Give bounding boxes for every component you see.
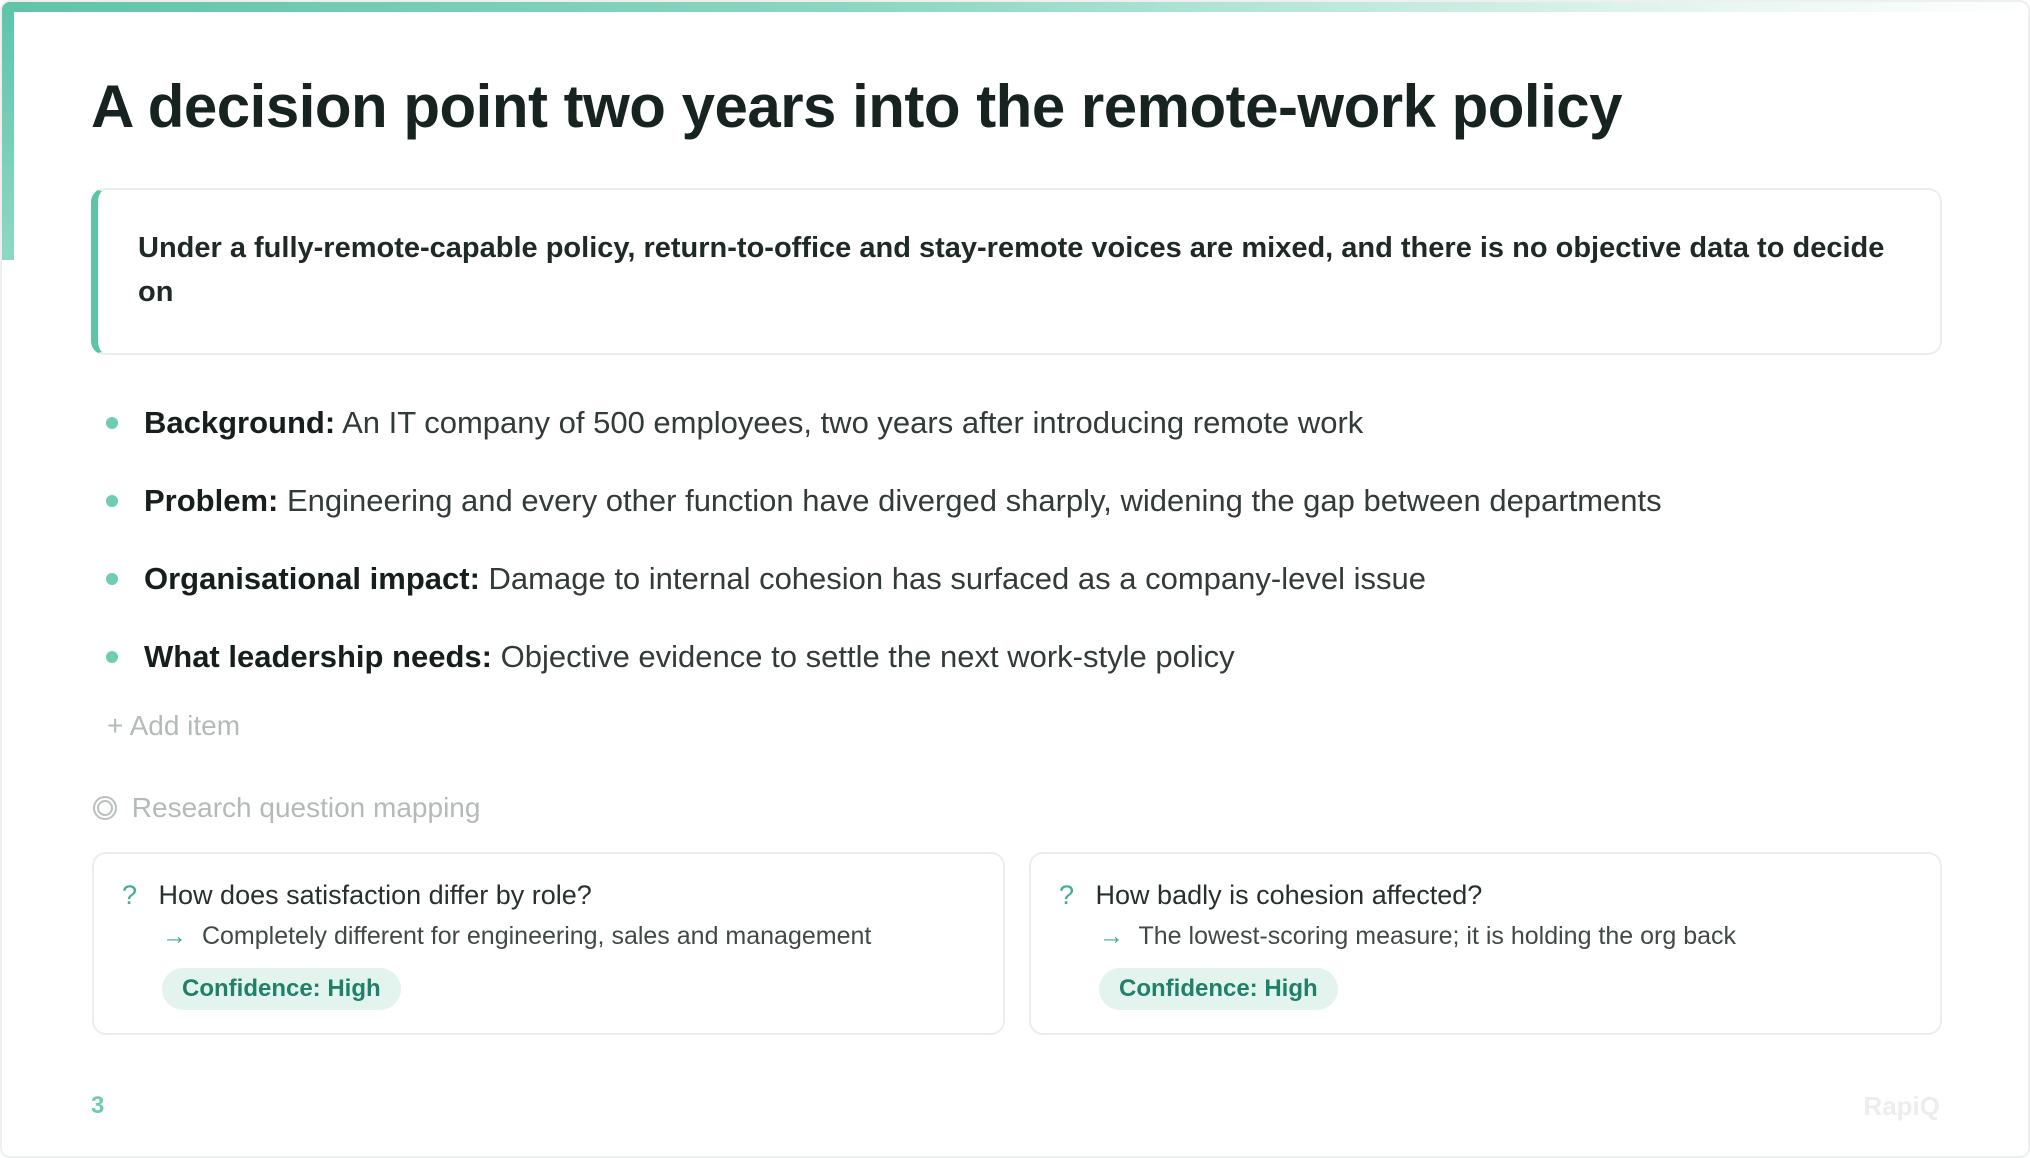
bullet-item-problem[interactable] bbox=[98, 478, 1898, 556]
bullet-text: Objective evidence to settle the next work-style policy bbox=[500, 639, 1235, 674]
confidence-badge: Confidence: High bbox=[1099, 968, 1338, 1010]
add-item-button[interactable]: + Add item bbox=[107, 710, 241, 741]
arrow-right-icon: → bbox=[1099, 922, 1124, 950]
question-mark-icon: ? bbox=[1059, 880, 1075, 910]
bullet-text: Damage to internal cohesion has surfaced as a company-level issue bbox=[488, 561, 1426, 596]
question-text: How does satisfaction differ by role? bbox=[158, 880, 592, 910]
research-card-cohesion[interactable] bbox=[1029, 852, 1942, 1035]
research-answer bbox=[1099, 922, 1736, 951]
research-mapping-title: Research question mapping bbox=[131, 792, 481, 823]
target-icon bbox=[92, 795, 118, 821]
confidence-badge: Confidence: High bbox=[162, 968, 401, 1010]
question-mark-icon: ? bbox=[122, 880, 138, 910]
page-number: 3 bbox=[91, 1092, 105, 1119]
answer-text: The lowest-scoring measure; it is holding the org back bbox=[1138, 922, 1737, 950]
key-message-callout[interactable]: Under a fully-remote-capable policy, return-to-office and stay-remote voices are mixed, and there is no objective data to decide on bbox=[91, 188, 1942, 355]
bullet-text: An IT company of 500 employees, two years after introducing remote work bbox=[342, 405, 1364, 440]
research-mapping-header bbox=[92, 792, 480, 824]
research-answer bbox=[162, 922, 871, 951]
bullet-label: Problem: bbox=[144, 483, 279, 518]
dot-icon bbox=[106, 417, 118, 429]
question-text: How badly is cohesion affected? bbox=[1095, 880, 1483, 910]
dot-icon bbox=[106, 495, 118, 507]
bullet-label: Background: bbox=[144, 405, 336, 440]
answer-text: Completely different for engineering, sales and management bbox=[201, 922, 872, 950]
bullet-item-background[interactable] bbox=[98, 400, 1898, 478]
arrow-right-icon: → bbox=[162, 922, 187, 950]
research-question bbox=[1059, 880, 1482, 911]
bullet-item-organisational-impact[interactable] bbox=[98, 556, 1898, 634]
bullet-text: Engineering and every other function have diverged sharply, widening the gap between departments bbox=[286, 483, 1662, 518]
bullet-list bbox=[98, 400, 1898, 712]
dot-icon bbox=[106, 573, 118, 585]
research-question bbox=[122, 880, 592, 911]
bullet-label: What leadership needs: bbox=[144, 639, 492, 674]
research-card-satisfaction[interactable] bbox=[92, 852, 1005, 1035]
dot-icon bbox=[106, 651, 118, 663]
brand-logo: RapiQ bbox=[1863, 1091, 1940, 1121]
bullet-label: Organisational impact: bbox=[144, 561, 480, 596]
slide-title[interactable]: A decision point two years into the remote-work policy bbox=[91, 73, 1623, 140]
bullet-item-leadership-needs[interactable] bbox=[98, 634, 1898, 712]
top-accent-bar bbox=[2, 2, 2030, 12]
left-accent-bar bbox=[2, 2, 14, 260]
